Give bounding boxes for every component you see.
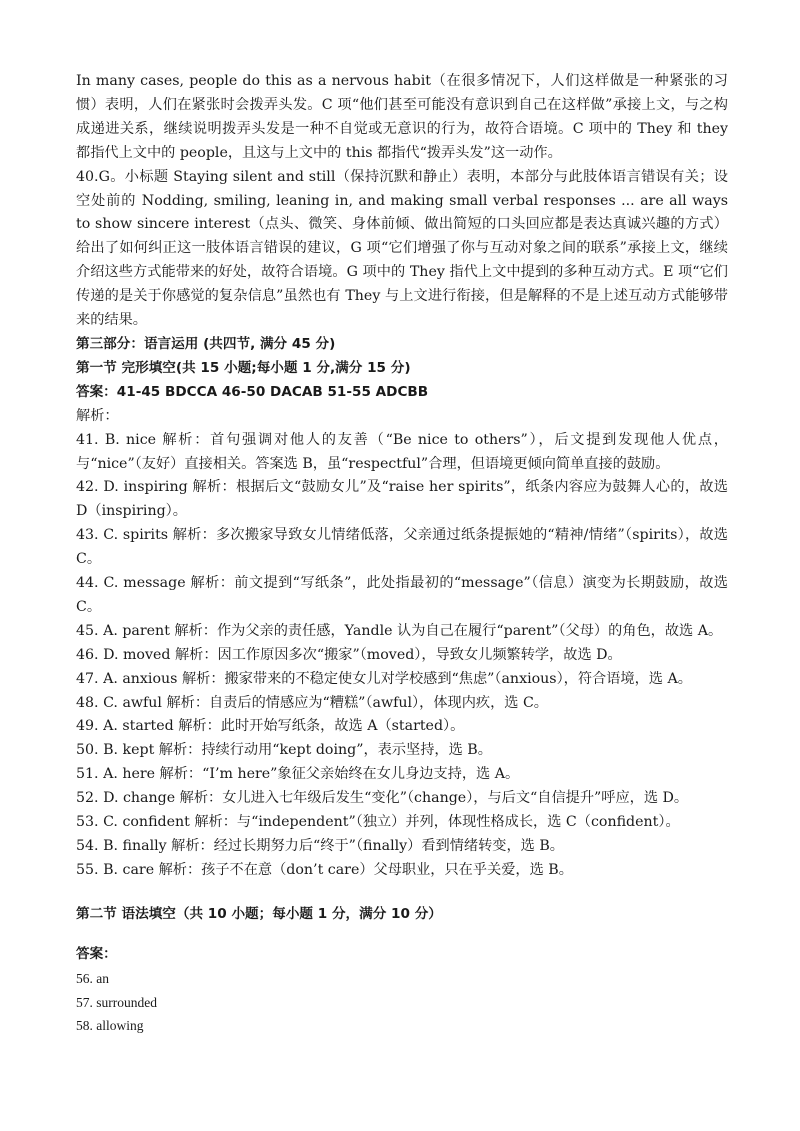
answer-56: 56. an: [76, 970, 109, 986]
paragraph-40: 40.G。小标题 Staying silent and still（保持沉默和静止）表明，本部分与此肢体语言错误有关；设空处前的 Nodding, smiling, leaning in, and making small verbal responses ... are all ways to show sincere interest（点头、微笑、身体前倾、做出简短的口头回应都是表达真诚兴趣的方式）给出了如何纠正这一肢体语言错误的建议，G 项“它们增强了你与互动对象之间的联系”承接上文，继续介绍这些方式能带来的好处，故符合语境。G 项中的 They 指代上文中提到的多种互动方式。E 项“它们传递的是关于你感觉的复杂信息”虽然也有 They 与上文进行衔接，但是解释的不是上述互动方式能够带来的结果。: [76, 168, 728, 329]
explanation-54: 54. B. finally 解析：经过长期努力后“终于”（finally）看到情绪转变，选 B。: [76, 838, 564, 854]
paragraph-39-continued: In many cases, people do this as a nervous habit（在很多情况下，人们这样做是一种紧张的习惯）表明，人们在紧张时会拨弄头发。C 项“他们甚至可能没有意识到自己在这样做”承接上文，与之构成递进关系，继续说明拨弄头发是一种不自觉或无意识的行为，故符合语境。C 项中的 They 和 they 都指代上文中的 people，且这与上文中的 this 都指代“拨弄头发”这一动作。: [76, 73, 728, 161]
explanation-53: 53. C. confident 解析：与“independent”（独立）并列，体现性格成长，选 C（confident）。: [76, 814, 680, 831]
explanation-47: 47. A. anxious 解析：搬家带来的不稳定使女儿对学校感到“焦虑”（anxious），符合语境，选 A。: [76, 670, 692, 687]
explanation-46: 46. D. moved 解析：因工作原因多次“搬家”（moved），导致女儿频繁转学，故选 D。: [76, 646, 622, 663]
answer-57: 57. surrounded: [76, 994, 157, 1010]
explanation-49: 49. A. started 解析：此时开始写纸条，故选 A（started）。: [76, 718, 465, 735]
section2-title: 第二节 语法填空（共 10 小题；每小题 1 分，满分 10 分）: [76, 905, 442, 922]
explanation-55: 55. B. care 解析：孩子不在意（don’t care）父母职业，只在乎关爱，选 B。: [76, 861, 573, 878]
explanation-42: 42. D. inspiring 解析：根据后文“鼓励女儿”及“raise her spirits”，纸条内容应为鼓舞人心的，故选 D（inspiring）。: [76, 479, 728, 520]
section1-answers: 答案：41-45 BDCCA 46-50 DACAB 51-55 ADCBB: [76, 383, 429, 400]
explanation-51: 51. A. here 解析：“I’m here”象征父亲始终在女儿身边支持，选 A。: [76, 766, 520, 783]
explanation-41: 41. B. nice 解析：首句强调对他人的友善（“Be nice to others”），后文提到发现他人优点，与“nice”（友好）直接相关。答案选 B，虽“respectful”合理，但语境更倾向简单直接的鼓励。: [76, 431, 728, 472]
explanation-43: 43. C. spirits 解析：多次搬家导致女儿情绪低落，父亲通过纸条提振她的“精神/情绪”（spirits），故选 C。: [76, 527, 728, 568]
explanation-45: 45. A. parent 解析：作为父亲的责任感，Yandle 认为自己在履行“parent”（父母）的角色，故选 A。: [76, 622, 723, 639]
section1-title: 第一节 完形填空(共 15 小题;每小题 1 分,满分 15 分): [76, 359, 411, 376]
explanation-52: 52. D. change 解析：女儿进入七年级后发生“变化”（change），与后文“自信提升”呼应，选 D。: [76, 790, 689, 807]
explanation-50: 50. B. kept 解析：持续行动用“kept doing”，表示坚持，选 B。: [76, 742, 492, 759]
answer-58: 58. allowing: [76, 1018, 144, 1034]
explanation-44: 44. C. message 解析：前文提到“写纸条”，此处指最初的“message”（信息）演变为长期鼓励，故选 C。: [76, 575, 728, 615]
explanation-48: 48. C. awful 解析：自责后的情感应为“糟糕”（awful），体现内疚，选 C。: [76, 694, 548, 711]
analysis-label: 解析：: [76, 407, 119, 424]
section2-answer-label: 答案：: [76, 945, 117, 962]
part3-title: 第三部分：语言运用 (共四节, 满分 45 分): [76, 335, 336, 352]
